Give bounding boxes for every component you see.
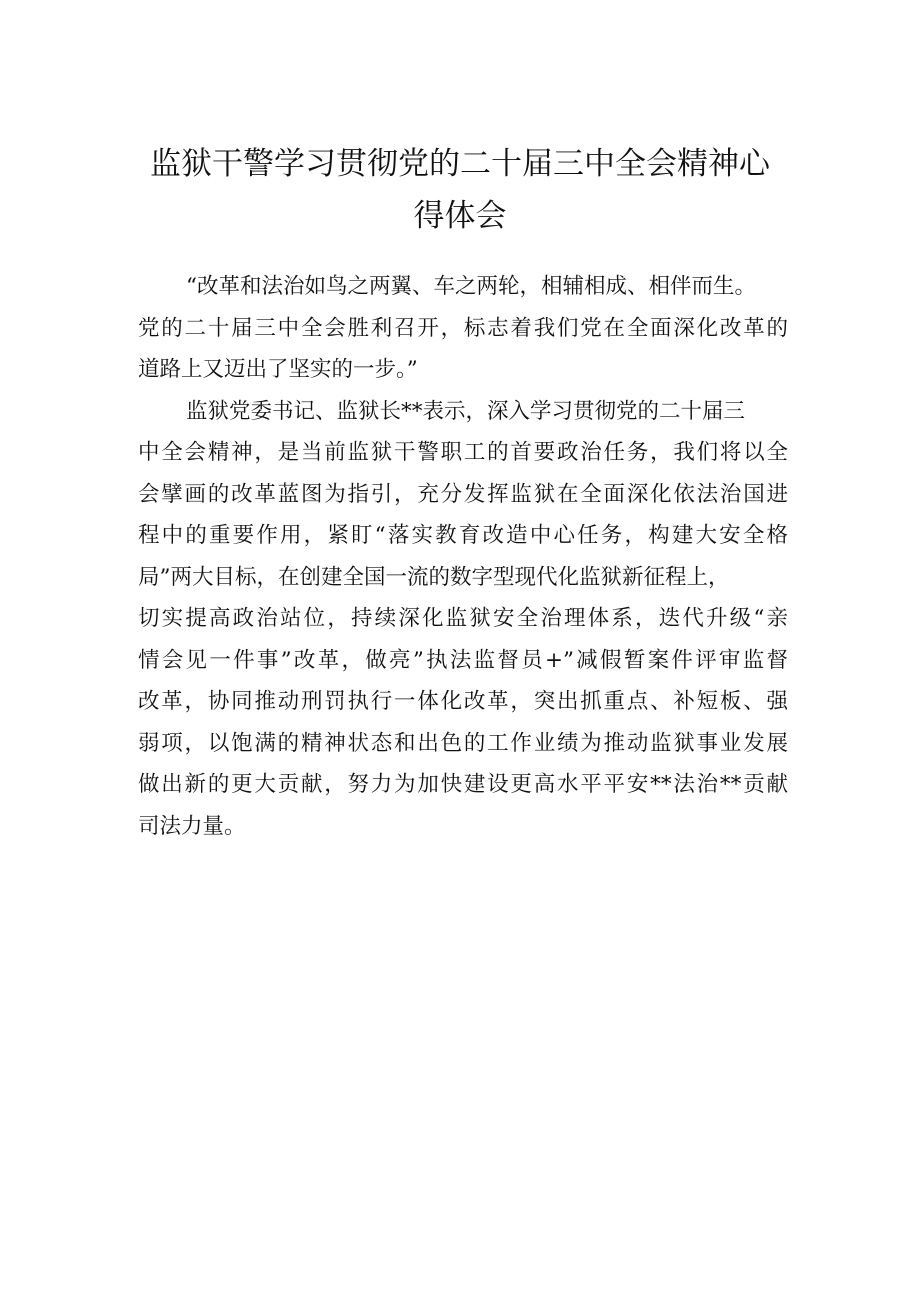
paragraph-quote <box>138 266 788 391</box>
title-line-1: 监狱干警学习贯彻党的二十届三中全会精神心 <box>150 146 770 182</box>
paragraph-statement <box>138 391 788 848</box>
document-title <box>110 138 810 242</box>
paragraph-line: 切实提高政治站位，持续深化监狱安全治理体系，迭代升级“亲 <box>138 606 788 631</box>
paragraph-line: 监狱党委书记、监狱长**表示，深入学习贯彻党的二十届三 <box>186 398 746 424</box>
paragraph-line: 局”两大目标，在创建全国一流的数字型现代化监狱新征程上， <box>138 564 730 590</box>
paragraph-line: 道路上又迈出了坚实的一步。” <box>138 357 418 382</box>
paragraph-line: 会擘画的改革蓝图为指引，充分发挥监狱在全面深化依法治国进 <box>138 481 788 507</box>
paragraph-line: 党的二十届三中全会胜利召开，标志着我们党在全面深化改革的 <box>138 315 788 341</box>
paragraph-line: 情会见一件事”改革，做亮”执法监督员+”减假暂案件评审监督 <box>138 647 788 673</box>
paragraph-line: 做出新的更大贡献，努力为加快建设更高水平平安**法治**贡献 <box>138 772 788 797</box>
paragraph-line: 改革，协同推动刑罚执行一体化改革，突出抓重点、补短板、强 <box>138 689 788 714</box>
paragraph-line: 弱项，以饱满的精神状态和出色的工作业绩为推动监狱事业发展 <box>138 730 788 756</box>
title-line-2: 得体会 <box>413 198 507 234</box>
document-body <box>138 266 788 847</box>
paragraph-line: 中全会精神，是当前监狱干警职工的首要政治任务，我们将以全 <box>138 440 788 465</box>
paragraph-line: “改革和法治如鸟之两翼、车之两轮，相辅相成、相伴而生。 <box>186 274 756 299</box>
paragraph-line: 司法力量。 <box>138 813 246 839</box>
paragraph-line: 程中的重要作用，紧盯“落实教育改造中心任务，构建大安全格 <box>138 523 788 548</box>
